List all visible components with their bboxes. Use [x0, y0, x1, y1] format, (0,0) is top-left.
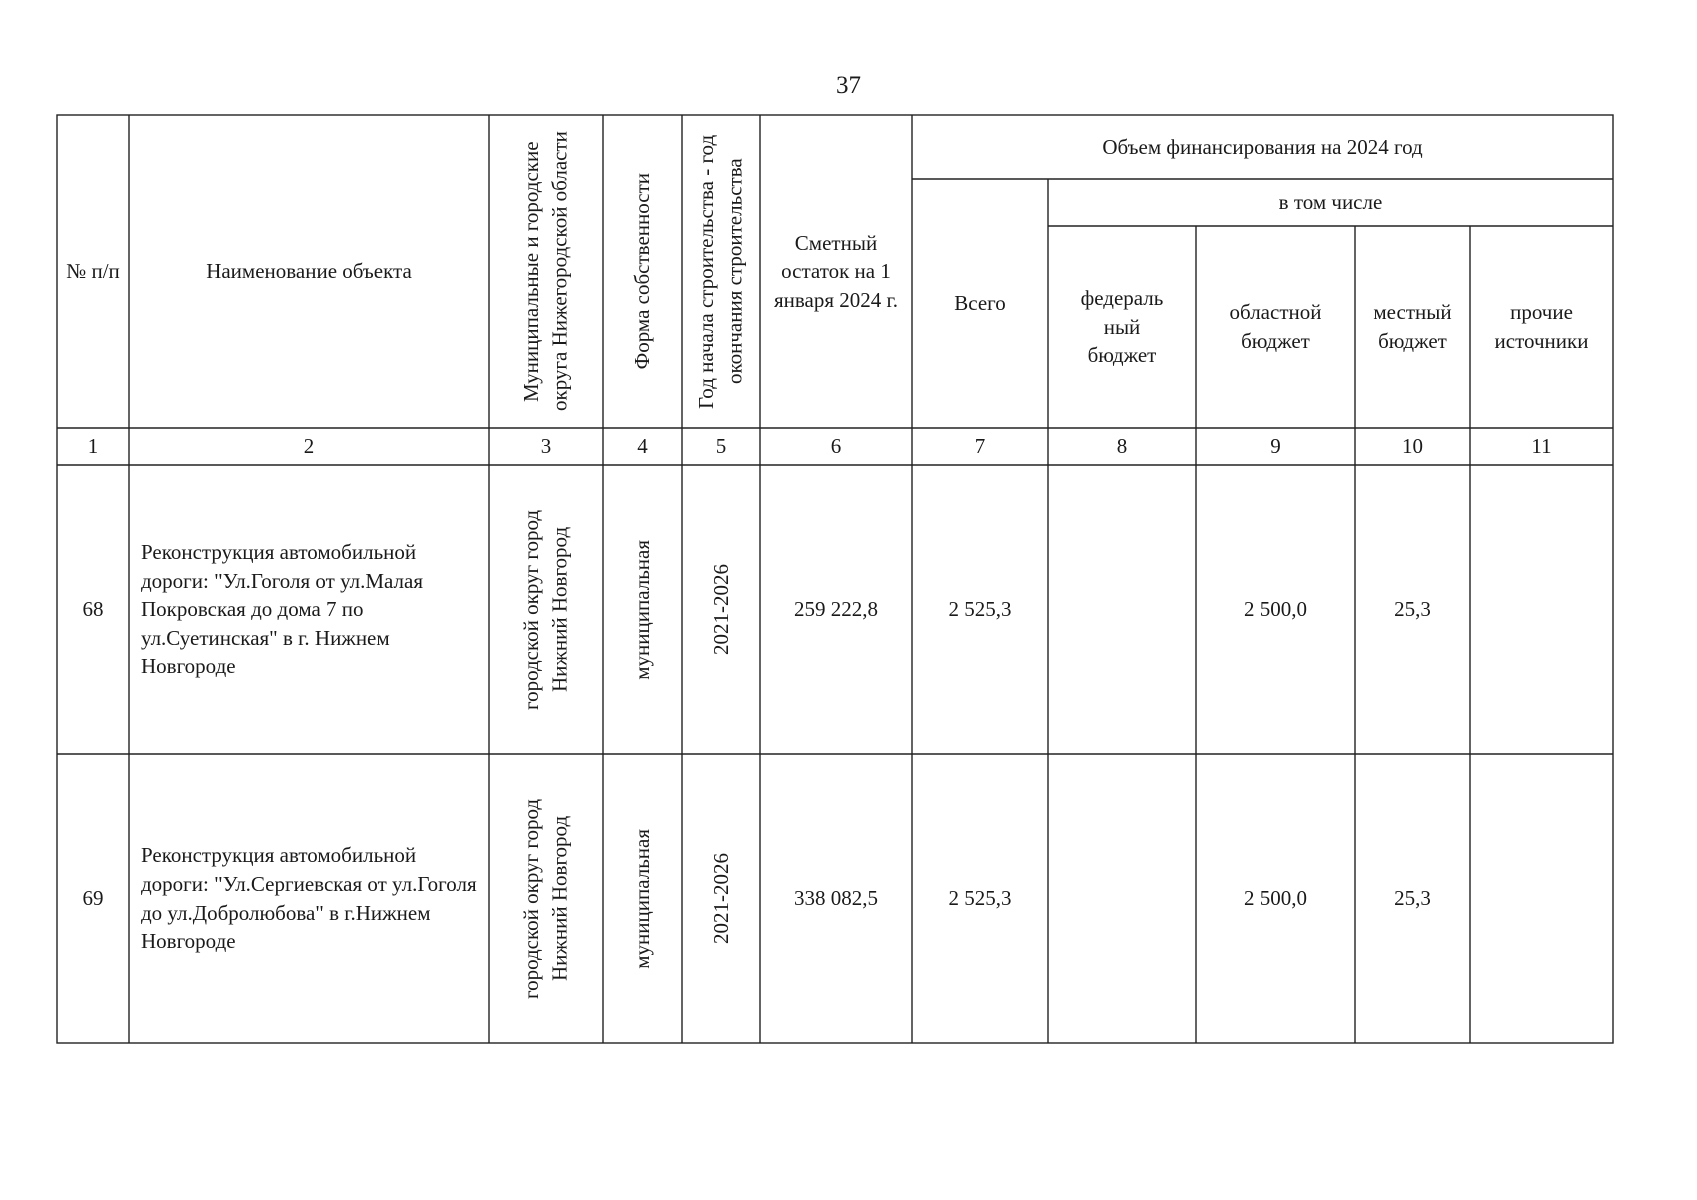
header-ownership: Форма собственности: [630, 173, 655, 370]
column-number: 8: [1116, 434, 1128, 459]
column-number: 10: [1402, 434, 1423, 459]
row-municipality: городской округ город Нижний Новгород: [519, 798, 572, 999]
header-num: № п/п: [66, 259, 120, 284]
column-number: 1: [87, 434, 99, 459]
row-other: [1470, 465, 1613, 754]
row-other: [1470, 754, 1613, 1043]
row-num: 68: [82, 597, 104, 622]
header-municipality: Муниципальные и городские округа Нижегородской области: [519, 131, 572, 412]
row-local: 25,3: [1394, 886, 1431, 911]
row-years: 2021-2026: [708, 564, 733, 655]
column-number: 2: [303, 434, 315, 459]
row-municipality: городской округ город Нижний Новгород: [519, 509, 572, 710]
row-object-name: Реконструкция автомобильной дороги: "Ул.Гоголя от ул.Малая Покровская до дома 7 по ул.Суетинская" в г. Нижнем Новгороде: [141, 540, 424, 679]
header-regional: областной бюджет: [1229, 300, 1322, 353]
column-number: 3: [540, 434, 552, 459]
row-total: 2 525,3: [948, 597, 1012, 622]
row-total: 2 525,3: [948, 886, 1012, 911]
row-federal: [1048, 754, 1196, 1043]
header-federal: федераль ный бюджет: [1080, 286, 1164, 368]
header-estimate: Сметный остаток на 1 января 2024 г.: [774, 230, 899, 312]
row-federal: [1048, 465, 1196, 754]
row-estimate: 338 082,5: [794, 886, 878, 911]
column-number: 6: [830, 434, 842, 459]
header-total: Всего: [954, 291, 1006, 316]
row-years: 2021-2026: [708, 853, 733, 944]
header-including: в том числе: [1278, 190, 1383, 215]
page-number: 37: [836, 72, 861, 99]
row-ownership: муниципальная: [630, 828, 655, 969]
column-number: 5: [715, 434, 727, 459]
header-other: прочие источники: [1494, 300, 1589, 353]
row-regional: 2 500,0: [1244, 886, 1307, 911]
row-estimate: 259 222,8: [794, 597, 878, 622]
header-name: Наименование объекта: [206, 259, 412, 284]
row-object-name: Реконструкция автомобильной дороги: "Ул.Сергиевская от ул.Гоголя до ул.Добролюбова" в г.Нижнем Новгороде: [141, 843, 477, 954]
row-local: 25,3: [1394, 597, 1431, 622]
row-num: 69: [82, 886, 104, 911]
header-financing: Объем финансирования на 2024 год: [1102, 134, 1423, 159]
column-number: 11: [1531, 434, 1552, 459]
column-number: 4: [637, 434, 648, 459]
row-regional: 2 500,0: [1244, 597, 1307, 622]
column-number: 7: [974, 434, 986, 459]
column-number: 9: [1270, 434, 1281, 459]
header-years: Год начала строительства - год окончания строительства: [694, 134, 747, 409]
row-ownership: муниципальная: [630, 539, 655, 680]
header-local: местный бюджет: [1373, 300, 1452, 353]
